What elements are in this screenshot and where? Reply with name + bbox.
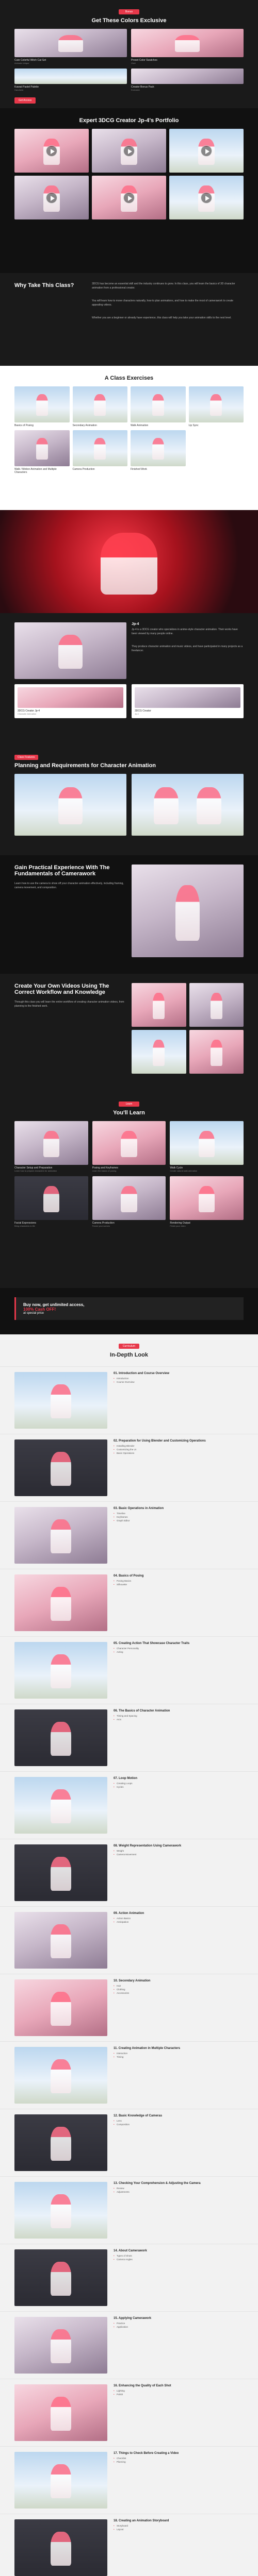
lesson-point: • Composition [114,2123,244,2126]
lesson-point: • Application [114,2326,244,2328]
lesson-thumbnail [14,2047,107,2104]
learn-item: Posing and Keyframes Learn the basics of posing [92,1121,166,1172]
lesson-point: • Polish [114,2393,244,2396]
lesson-point: • Silhouette [114,1583,244,1586]
exercise-item: Basics of Posing [14,386,70,427]
lesson-thumbnail [14,1912,107,1969]
lesson-title: 02. Preparation for Using Blender and Customizing Operations [114,1439,206,1443]
why-text-3: Whether you are a beginner or already have experience, this class will help you take your animation skills to the next level. [92,316,232,319]
lesson-item [0,1501,258,1569]
lesson-title: 01. Introduction and Course Overview [114,1372,170,1375]
lesson-point: • Storyboard [114,2524,244,2527]
lesson-thumbnail [14,1777,107,1834]
why-title: Why Take This Class? [14,282,74,289]
lesson-item [0,2176,258,2244]
lesson-point: • Checklist [114,2457,244,2460]
lesson-point: • Timeline [114,1512,244,1515]
lesson-point: • Camera Movement [114,1853,244,1856]
lesson-item [0,1974,258,2041]
bonus-item[interactable]: Preset Color Swatches Vivid [131,29,244,64]
lesson-point: • Lighting [114,2389,244,2392]
lesson-point: • Customizing the UI [114,1448,244,1451]
lesson-thumbnail [14,1844,107,1901]
learn-item: Character Setup and Preparation Learn how to prepare characters for animation [14,1121,88,1172]
lesson-title: 08. Weight Representation Using Camerawork [114,1844,182,1848]
lesson-item [0,2041,258,2109]
bonus-item[interactable]: Cute Colorful Witch Cat Set Animate Unique [14,29,127,64]
lesson-point: • Lens [114,2120,244,2122]
bonus-section [0,0,258,108]
why-text-2: You will learn how to move characters naturally, how to plan animations, and how to make the most of camerawork to create appealing videos. [92,299,234,307]
lesson-point: • Arcs [114,1718,244,1721]
lesson-title: 05. Creating Action That Showcase Character Traits [114,1642,190,1645]
lesson-thumbnail [14,1979,107,2036]
exercise-item: Walk / Motion Animation and Multiple Characters [14,430,70,474]
lesson-item [0,1366,258,1434]
lesson-point: • Basic Operations [114,1452,244,1454]
lesson-thumbnail [14,1372,107,1429]
portfolio-video[interactable] [92,176,166,219]
lesson-thumbnail [14,2452,107,2509]
lesson-point: • Character Personality [114,1647,244,1650]
lesson-point: • Hair [114,1985,244,1987]
portfolio-video[interactable] [14,129,89,173]
learn-item: Walk Cycle Create natural walk animation [170,1121,244,1172]
lesson-thumbnail [14,2249,107,2306]
lesson-thumbnail [14,2384,107,2441]
portfolio-video[interactable] [169,176,244,219]
lesson-item [0,1434,258,1501]
lesson-item [0,1569,258,1636]
lesson-point: • Practice [114,2322,244,2325]
play-icon[interactable] [123,192,135,204]
lesson-point: • Layout [114,2528,244,2531]
lesson-item [0,2446,258,2514]
lesson-item [0,1839,258,1906]
lesson-thumbnail [14,1507,107,1564]
camerawork-title: Gain Practical Experience With The Fundamentals of Camerawork [14,865,110,877]
lesson-title: 03. Basic Operations in Animation [114,1507,164,1510]
lesson-title: 04. Basics of Posing [114,1574,144,1578]
lesson-point: • Clothing [114,1988,244,1991]
lesson-thumbnail [14,2114,107,2171]
lesson-title: 14. About Camerawork [114,2249,147,2252]
curriculum-title: In-Depth Look [110,1352,148,1358]
portfolio-title: Expert 3DCG Creator Jp-4's Portfolio [79,117,179,124]
learn-item: Facial Expressions Bring characters to life [14,1176,88,1227]
why-section [0,273,258,366]
lesson-point: • Review [114,2187,244,2190]
play-icon[interactable] [123,145,135,157]
lesson-list [0,1366,258,2576]
lesson-title: 13. Checking Your Comprehension & Adjusting the Camera [114,2182,201,2185]
lesson-point: • Creating Loops [114,1782,244,1785]
portfolio-video[interactable] [14,176,89,219]
lesson-title: 16. Enhancing the Quality of Each Shot [114,2384,171,2387]
exercise-item: Camera Production [73,430,128,474]
bonus-item[interactable]: Kawaii Pastel Palette Handheld [14,69,127,91]
portfolio-section [0,108,258,273]
lesson-item [0,1906,258,1974]
learn-title: You'll Learn [113,1110,145,1116]
lesson-point: • Cycles [114,1786,244,1788]
lesson-point: • Accessories [114,1992,244,1994]
lesson-item [0,2109,258,2176]
play-icon[interactable] [46,145,57,157]
instructor-name: Jp-4 [132,622,139,626]
lesson-title: 09. Action Animation [114,1912,144,1915]
instructor-card: 3DCG Creator Jp-4 [132,684,244,718]
exercise-item: Finished Work [131,430,186,474]
planning-title: Planning and Requirements for Character Animation [14,762,156,769]
lesson-thumbnail [14,2519,107,2576]
lesson-point: • Action Basics [114,1917,244,1920]
lesson-point: • Anticipation [114,1921,244,1923]
exercise-item: Secondary Animation [73,386,128,427]
lesson-point: • Timing [114,2056,244,2058]
exercises-title: A Class Exercises [104,375,154,381]
lesson-title: 06. The Basics of Character Animation [114,1709,170,1713]
lesson-point: • Timing and Spacing [114,1715,244,1717]
exercises-section [0,366,258,510]
lesson-point: • Installing Blender [114,1445,244,1447]
lesson-title: 15. Applying Camerawork [114,2317,152,2320]
planning-section [0,742,258,855]
lesson-item [0,1771,258,1839]
lesson-point: • Interaction [114,2052,244,2055]
lesson-thumbnail [14,2182,107,2239]
lesson-thumbnail [14,2317,107,2374]
lesson-item [0,2379,258,2446]
promo-section: Buy now, get unlimited access, 100% Cash OFF! at special price [0,1288,258,1334]
portfolio-video[interactable] [92,129,166,173]
learn-item: Rendering Output Finish your video [170,1176,244,1227]
bonus-title: Get These Colors Exclusive [91,18,167,24]
lesson-point: • Planning [114,2461,244,2463]
lesson-title: 18. Creating an Animation Storyboard [114,2519,169,2522]
lesson-point: • Types of Shots [114,2255,244,2257]
camerawork-section: Gain Practical Experience With The Fundamentals of Camerawork Learn how to use the camera to show off your character animation effectively, including framing, camera movement, and composition. [0,855,258,974]
lesson-point: • Course Overview [114,1381,244,1383]
lesson-item [0,2244,258,2311]
lesson-thumbnail [14,1642,107,1699]
play-icon[interactable] [201,192,212,204]
lesson-point: • Graph Editor [114,1519,244,1522]
exercise-item: Lip Sync [189,386,244,427]
play-icon[interactable] [201,145,212,157]
videos-title: Create Your Own Videos Using The Correct Workflow and Knowledge [14,983,109,995]
lesson-item [0,1704,258,1771]
lesson-thumbnail [14,1439,107,1496]
why-text-1: 3DCG has become an essential skill and the industry continues to grow. In this class, you will learn the basics of 3D character animation from a professional creator. [92,282,235,290]
curriculum-section: Curriculum In-Depth Look 01. Introduction and Course Overview • Introduction • Course Overview 02. Preparation for Using Blender and Customizing Operations • Installing Blender • Customizing the UI • Basic Operations 03. Basic Operations in Animation • Timeline • Keyframes • Graph Editor 04. Basics of Posing • Posing Basics • Silhouette 05. Creating Action That Showcase Character Traits • Character Personality • Acting 06. The Basics of Character Animation • Timing and Spacing • Arcs 07. Loop Motion • Creating Loops • Cycles 08. Weight Representation Using Camerawork • Weight • Camera Movement 09. Action Animation • Action Basics • Anticipation 10. Secondary Animation • Hair • Clothing • Accessories 11. Creating Animation in Multiple Characters • Interaction • Timing 12. Basic Knowledge of Cameras • Lens • Composition 13. Checking Your Comprehension & Adjusting the Camera • Review • Adjustments 14. About Camerawork • Types of Shots • Camera Angles 15. Applying Camerawork • Practice • Application 16. Enhancing the Quality of Each Shot • Lighting • Polish 17. Things to Check Before Creating a Video • Checklist • Planning 18. Creating an Animation Storyboard • Storyboard • Layout [0,1334,258,2576]
instructor-section: Jp-4 Jp-4 is a 3DCG creator who specializes in anime-style character animation. Their works have been viewed by many people online. They produce character animation and music videos, and have participated in many projects as a freelancer. 3DCG Creator Jp-4 Character Animation 3DCG Creator Jp-4 [0,613,258,742]
lesson-point: • Acting [114,1651,244,1653]
lesson-point: • Posing Basics [114,1580,244,1582]
lesson-title: 07. Loop Motion [114,1777,137,1780]
lesson-item [0,1636,258,1704]
lesson-point: • Weight [114,1850,244,1852]
instructor-card: 3DCG Creator Jp-4 Character Animation [14,684,126,718]
lesson-item [0,2514,258,2576]
lesson-thumbnail [14,1574,107,1631]
lesson-title: 17. Things to Check Before Creating a Video [114,2452,179,2455]
portfolio-video[interactable] [169,129,244,173]
lesson-point: • Camera Angles [114,2258,244,2261]
bonus-item[interactable]: Creator Bonus Pack Exclusive [131,69,244,91]
play-icon[interactable] [46,192,57,204]
planning-tag: Class Features [14,755,38,760]
lesson-item [0,2311,258,2379]
lesson-thumbnail [14,1709,107,1766]
lesson-title: 11. Creating Animation in Multiple Characters [114,2047,181,2050]
lesson-title: 12. Basic Knowledge of Cameras [114,2114,163,2117]
exercise-item: Walk Animation [131,386,186,427]
lesson-point: • Adjustments [114,2191,244,2193]
bonus-cta-button[interactable]: Get Access [14,97,36,104]
bonus-tag: Bonus [119,9,139,14]
lesson-title: 10. Secondary Animation [114,1979,151,1982]
instructor-hero [0,510,258,613]
videos-section: Create Your Own Videos Using The Correct Workflow and Knowledge Through this class you will learn the entire workflow of creating character animation videos, from planning to the finished work. [0,974,258,1092]
lesson-point: • Introduction [114,1377,244,1380]
lesson-point: • Keyframes [114,1516,244,1518]
learn-section: Learn You'll Learn Character Setup and Preparation Learn how to prepare characters for animation Posing and Keyframes Learn the basics of posing Walk Cycle Create natural walk animation Facial Expressions Bring characters to life Camera Production Frame your scenes Rendering Output Finish your video [0,1092,258,1288]
learn-item: Camera Production Frame your scenes [92,1176,166,1227]
